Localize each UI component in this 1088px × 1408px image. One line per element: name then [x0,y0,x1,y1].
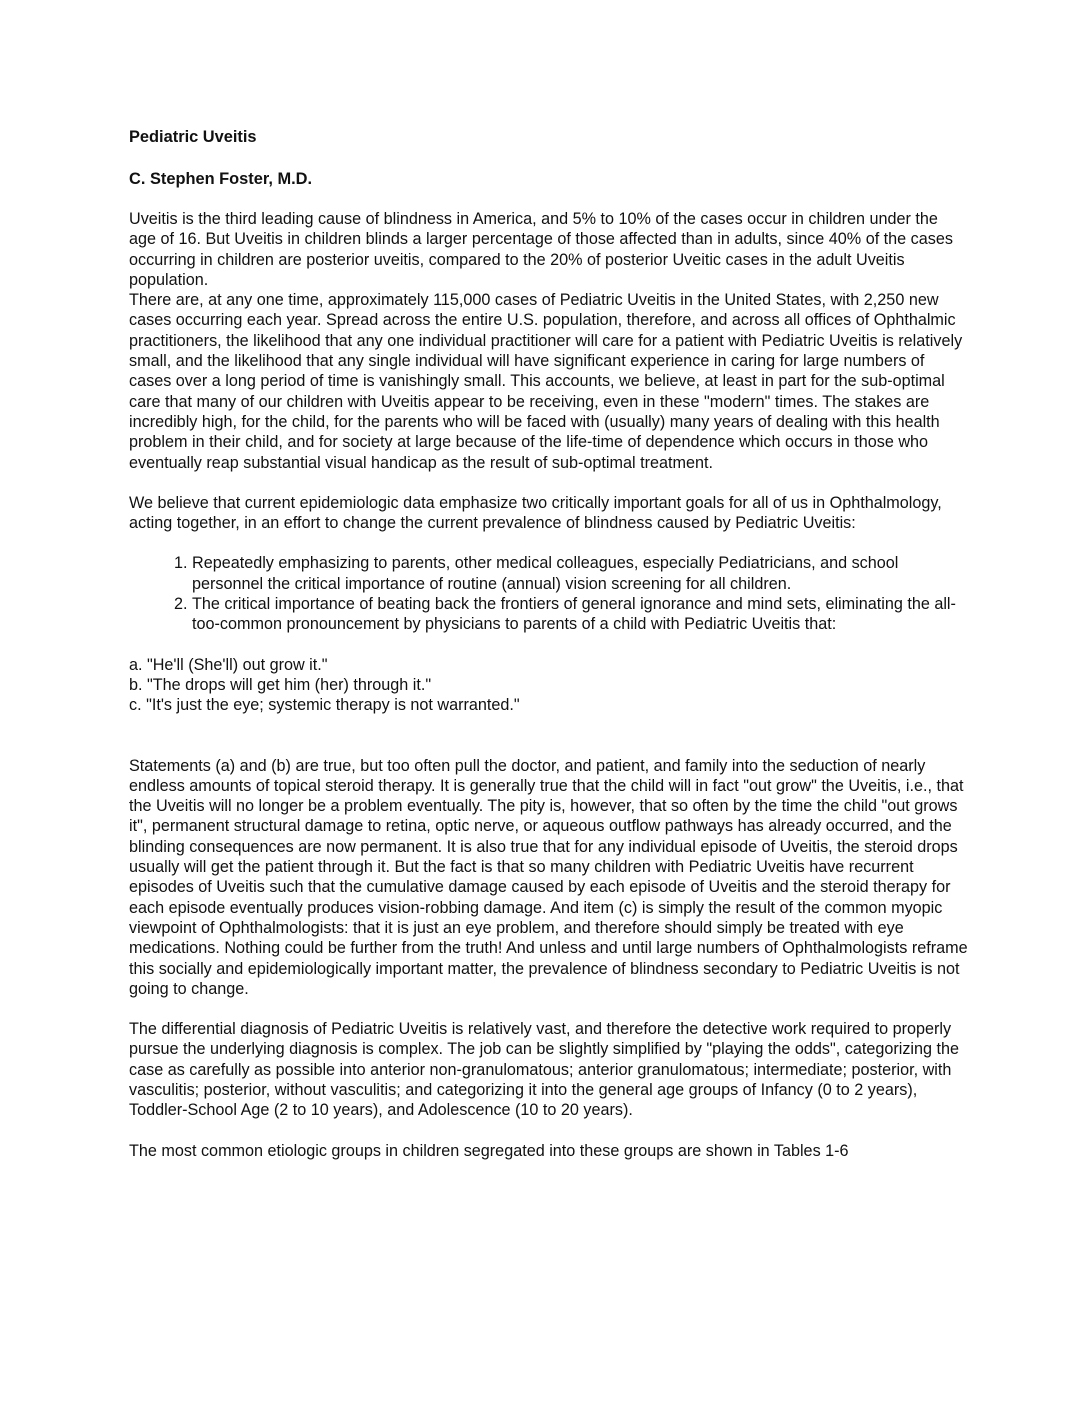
paragraph-tables-reference: The most common etiologic groups in children segregated into these groups are shown in Tables 1-6 [129,1141,849,1160]
paragraph-statements: Statements (a) and (b) are true, but too often pull the doctor, and patient, and family into the seduction of nearly endless amounts of topical steroid therapy. It is generally true that the child will in fact "out grow" the Uveitis, i.e., that the Uveitis will no longer be a problem eventually. The pity is, however, that so often by the time the child "out grows it", permanent structural damage to retina, optic nerve, or aqueous outflow pathways has already occurred, and the blinding consequences are now permanent. It is also true that for any individual episode of Uveitis, the steroid drops usually will get the patient through it. But the fact is that so many children with Pediatric Uveitis have recurrent episodes of Uveitis such that the cumulative damage caused by each episode of Uveitis and the steroid therapy for each episode eventually produces vision-robbing damage. And item (c) is simply the result of the common myopic viewpoint of Ophthalmologists: that it is just an eye problem, and therefore should simply be treated with eye medications. Nothing could be further from the truth! And unless and until large numbers of Ophthalmologists reframe this socially and epidemiologically important matter, the prevalence of blindness secondary to Pediatric Uveitis is not going to change. [129,756,968,998]
paragraph-goals-intro: We believe that current epidemiologic data emphasize two critically important goals for all of us in Ophthalmology, acting together, in an effort to change the current prevalence of blindness caused by Pediatric Uveitis: [129,493,942,533]
paragraph-intro: Uveitis is the third leading cause of blindness in America, and 5% to 10% of the cases occur in children under the age of 16. But Uveitis in children blinds a larger percentage of those affected than in adults, since 40% of the cases occurring in children are posterior uveitis, compared to the 20% of posterior Uveitic cases in the adult Uveitis population. [129,210,953,289]
paragraph-differential-diagnosis: The differential diagnosis of Pediatric Uveitis is relatively vast, and therefore the detective work required to properly pursue the underlying diagnosis is complex. The job can be slightly simplified by "playing the odds", categorizing the case as carefully as possible into anterior non-granulomatous; anterior granulomatous; intermediate; posterior, with vasculitis; posterior, without vasculitis; and categorizing it into the general age groups of Infancy (0 to 2 years), Toddler-School Age (2 to 10 years), and Adolescence (10 to 20 years). [129,1020,960,1120]
quotes-list [129,655,969,716]
quote-item: a. "He'll (She'll) out grow it." [129,655,328,674]
paragraph-prevalence: There are, at any one time, approximately 115,000 cases of Pediatric Uveitis in the United States, with 2,250 new cases occurring each year. Spread across the entire U.S. population, therefore, and across all offices of Ophthalmic practitioners, the likelihood that any one individual practitioner will care for a patient with Pediatric Uveitis is relatively small, and the likelihood that any single individual will have significant experience in caring for large numbers of cases over a long period of time is vanishingly small. This accounts, we believe, at least in part for the sub-optimal care that many of our children with Uveitis appear to be receiving, even in these "modern" times. The stakes are incredibly high, for the child, for the parents who will be faced with (usually) many years of dealing with this health problem in their child, and for society at large because of the life-time of dependence which occurs in those who eventually reap substantial visual handicap as the result of sub-optimal treatment. [129,291,963,472]
goal-item: 2. The critical importance of beating back the frontiers of general ignorance and mind sets, eliminating the all-too-common pronouncement by physicians to parents of a child with Pediatric Uveitis that: [192,594,969,635]
quote-item: b. "The drops will get him (her) through it." [129,675,432,694]
goals-list [129,553,969,634]
goal-item: 1. Repeatedly emphasizing to parents, other medical colleagues, especially Pediatricians, and school personnel the critical importance of routine (annual) vision screening for all children. [192,553,969,594]
document-page [129,127,969,1161]
document-title: Pediatric Uveitis [129,128,257,146]
quote-item: c. "It's just the eye; systemic therapy is not warranted." [129,696,520,715]
document-author: C. Stephen Foster, M.D. [129,170,313,188]
